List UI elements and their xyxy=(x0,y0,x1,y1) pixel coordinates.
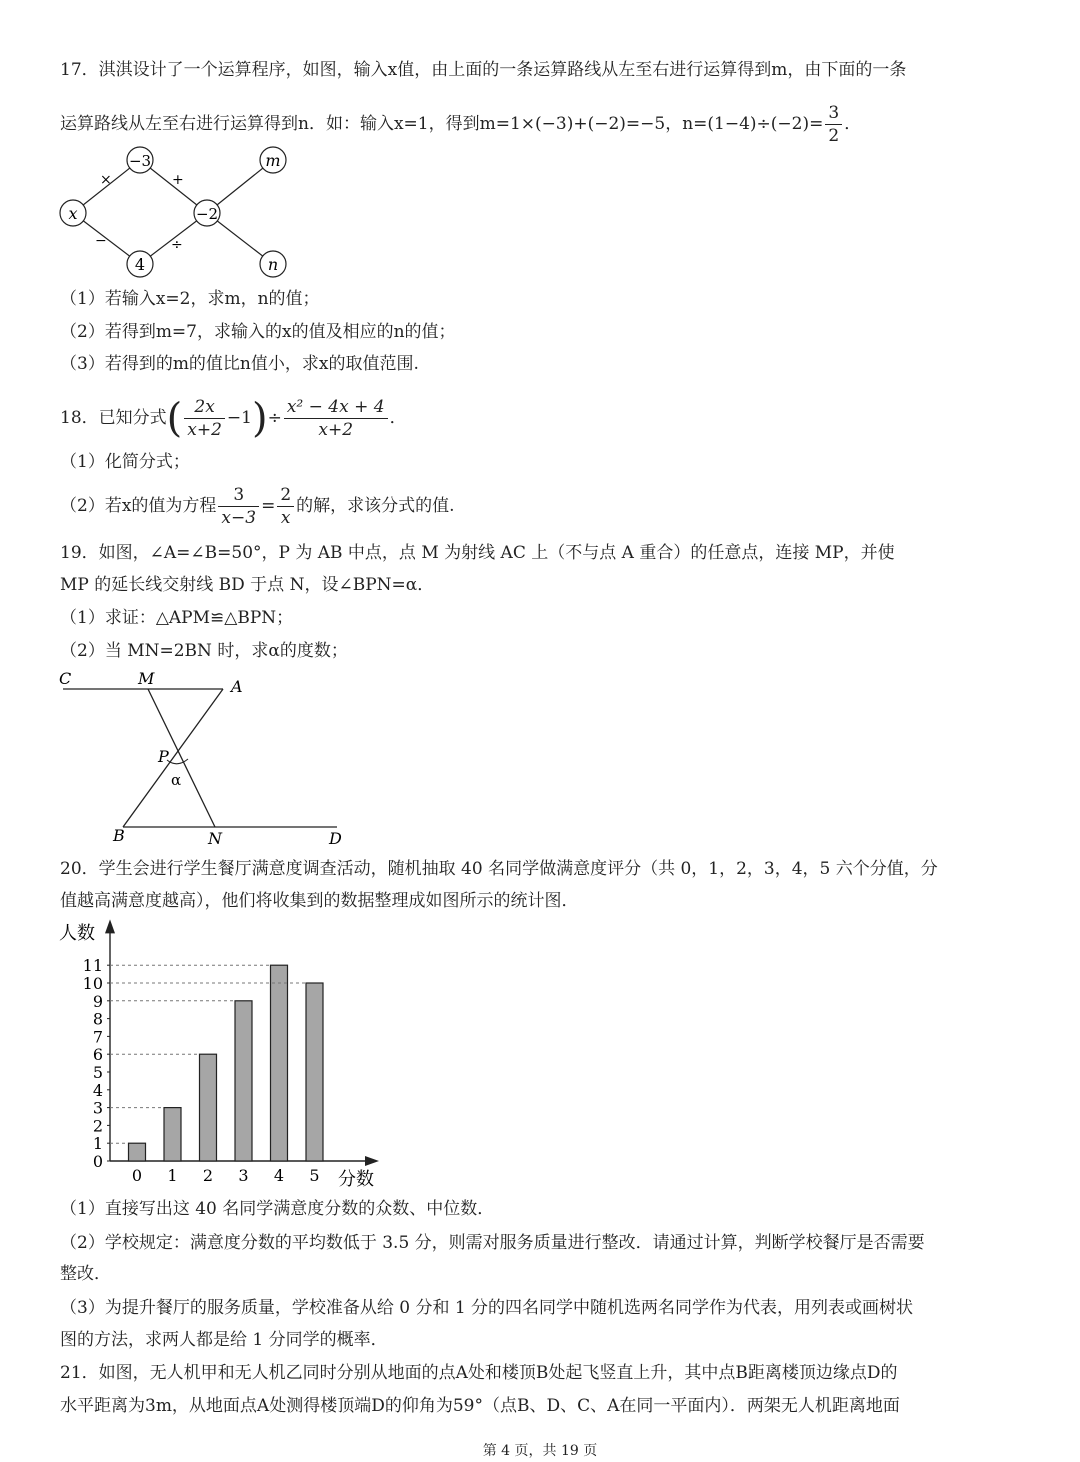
q17-line2a: 运算路线从左至右进行运算得到n．如：输入x=1，得到m=1×(−3)+(−2)=−5，n=(1−4)÷(−2)= xyxy=(60,114,824,134)
label-B: B xyxy=(113,826,125,845)
q21-line2: 水平距离为3m，从地面点A处测得楼顶端D的仰角为59°（点B、D、C、A在同一平面内）．两架无人机距离地面 xyxy=(60,1396,900,1416)
q20-sub2a: （2）学校规定：满意度分数的平均数低于 3.5 分，则需对服务质量进行整改．请通过计算，判断学校餐厅是否需要 xyxy=(60,1233,925,1253)
q18-sub2: （2）若x的值为方程 $\frac{3}{x-3}$ = $\frac{2}{x}$ 的解，求该分式的值. xyxy=(60,485,455,528)
q18-sub1: （1）化简分式； xyxy=(60,452,190,472)
q17-sub2: （2）若得到m=7，求输入的x的值及相应的n的值； xyxy=(60,322,456,342)
label-A: A xyxy=(231,677,243,696)
q18-fraction-2: $\frac{\text{x² − 4x + 4}}{x+2}$ xyxy=(284,396,388,441)
q17-line1: 17．淇淇设计了一个运算程序，如图，输入x值，由上面的一条运算路线从左至右进行运算得到m，由下面的一条 xyxy=(60,60,907,80)
y-tick-label: 3 xyxy=(92,1098,103,1118)
node-minus2 xyxy=(194,200,220,226)
label-C: C xyxy=(59,669,72,688)
node-m xyxy=(260,147,286,173)
q20-line2: 值越高满意度越高），他们将收集到的数据整理成如图所示的统计图． xyxy=(60,891,579,911)
label-M: M xyxy=(138,669,155,688)
q19-line2: MP 的延长线交射线 BD 于点 N，设∠BPN=α． xyxy=(60,575,435,595)
bar-5 xyxy=(306,983,323,1161)
y-tick-label: 10 xyxy=(82,974,103,993)
svg-text:−2: −2 xyxy=(195,205,219,223)
bar-1 xyxy=(164,1108,181,1161)
q20-sub1: （1）直接写出这 40 名同学满意度分数的众数、中位数． xyxy=(60,1199,495,1219)
y-tick-label: 6 xyxy=(92,1045,103,1065)
x-tick-label: 0 xyxy=(131,1166,143,1185)
x-axis-label: 分数 xyxy=(338,1169,374,1190)
x-tick-label: 3 xyxy=(238,1166,249,1185)
page-footer: 第 4 页，共 19 页 xyxy=(482,1443,598,1459)
q19-line1: 19．如图，∠A=∠B=50°，P 为 AB 中点，点 M 为射线 AC 上（不与点 A 重合）的任意点，连接 MP，并使 xyxy=(60,543,895,563)
q19-sub2: （2）当 MN=2BN 时，求α的度数； xyxy=(60,641,348,661)
bar-3 xyxy=(235,1001,252,1161)
x-tick-label: 1 xyxy=(167,1166,178,1185)
q21-line1: 21．如图，无人机甲和无人机乙同时分别从地面的点A处和楼顶B处起飞竖直上升，其中点B距离楼顶边缘点D的 xyxy=(60,1363,898,1383)
svg-text:x: x xyxy=(68,204,78,223)
y-tick-label: 2 xyxy=(92,1116,103,1136)
y-tick-label: 8 xyxy=(92,1009,103,1029)
y-tick-label: 0 xyxy=(92,1152,103,1171)
y-tick-label: 9 xyxy=(92,991,103,1011)
node-4 xyxy=(127,251,153,277)
y-tick-label: 11 xyxy=(82,956,103,976)
x-axis-arrow xyxy=(365,1156,379,1166)
x-tick-label: 2 xyxy=(202,1166,214,1185)
op-plus: + xyxy=(172,172,184,188)
satisfaction-bar-chart xyxy=(55,915,395,1195)
x-tick-label: 5 xyxy=(309,1166,320,1185)
q17-sub1: （1）若输入x=2，求m，n的值； xyxy=(60,289,320,309)
y-tick-label: 4 xyxy=(92,1080,103,1100)
q20-sub3b: 图的方法，求两人都是给 1 分同学的概率． xyxy=(60,1330,388,1350)
q20-sub2b: 整改． xyxy=(60,1264,111,1284)
y-tick-label: 7 xyxy=(92,1027,103,1047)
node-x xyxy=(60,200,86,226)
label-alpha: α xyxy=(171,771,182,789)
op-times: × xyxy=(100,172,112,188)
q18-equation-right: $\frac{2}{x}$ xyxy=(277,484,294,529)
label-P: P xyxy=(158,747,169,766)
q19-sub1: （1）求证：△APM≌△BPN； xyxy=(60,608,294,628)
q19-geometry-figure xyxy=(55,668,355,850)
op-minus: − xyxy=(95,233,107,249)
y-axis-label: 人数 xyxy=(59,923,95,944)
bar-4 xyxy=(271,965,288,1161)
q20-sub3a: （3）为提升餐厅的服务质量，学校准备从给 0 分和 1 分的四名同学中随机选两名同学作为代表，用列表或画树状 xyxy=(60,1298,914,1318)
label-N: N xyxy=(208,829,222,848)
svg-text:−3: −3 xyxy=(128,152,152,170)
svg-text:m: m xyxy=(265,151,281,170)
q20-line1: 20．学生会进行学生餐厅满意度调查活动，随机抽取 40 名同学做满意度评分（共 0，1，2，3，4，5 六个分值，分 xyxy=(60,859,938,879)
op-divide: ÷ xyxy=(171,237,183,253)
q18-equation-left: $\frac{3}{x-3}$ xyxy=(218,484,259,529)
x-tick-label: 4 xyxy=(273,1166,285,1185)
q17-fraction: $\frac{3}{2}$ xyxy=(825,102,842,147)
bar-0 xyxy=(129,1143,146,1161)
q18-expression: 18．已知分式( $\frac{2x}{x+2}$ −1)÷ $\frac{\text{x² − 4x + 4}}{x+2}$ ． xyxy=(60,395,407,442)
q17-line2: 运算路线从左至右进行运算得到n．如：输入x=1，得到m=1×(−3)+(−2)=−5，n=(1−4)÷(−2)= $\frac{3}{2}$ ． xyxy=(60,103,862,146)
q17-sub3: （3）若得到的m的值比n值小，求x的取值范围. xyxy=(60,354,419,374)
label-D: D xyxy=(329,829,342,848)
svg-text:4: 4 xyxy=(134,255,146,274)
y-axis-arrow xyxy=(105,919,115,933)
node-minus3 xyxy=(127,147,153,173)
y-tick-label: 5 xyxy=(92,1063,103,1082)
bar-2 xyxy=(200,1054,217,1161)
q17-operation-diagram xyxy=(55,142,305,282)
svg-text:n: n xyxy=(267,255,279,274)
node-n xyxy=(260,251,286,277)
q18-fraction-1: $\frac{2x}{x+2}$ xyxy=(184,396,225,441)
y-tick-label: 1 xyxy=(92,1134,103,1154)
